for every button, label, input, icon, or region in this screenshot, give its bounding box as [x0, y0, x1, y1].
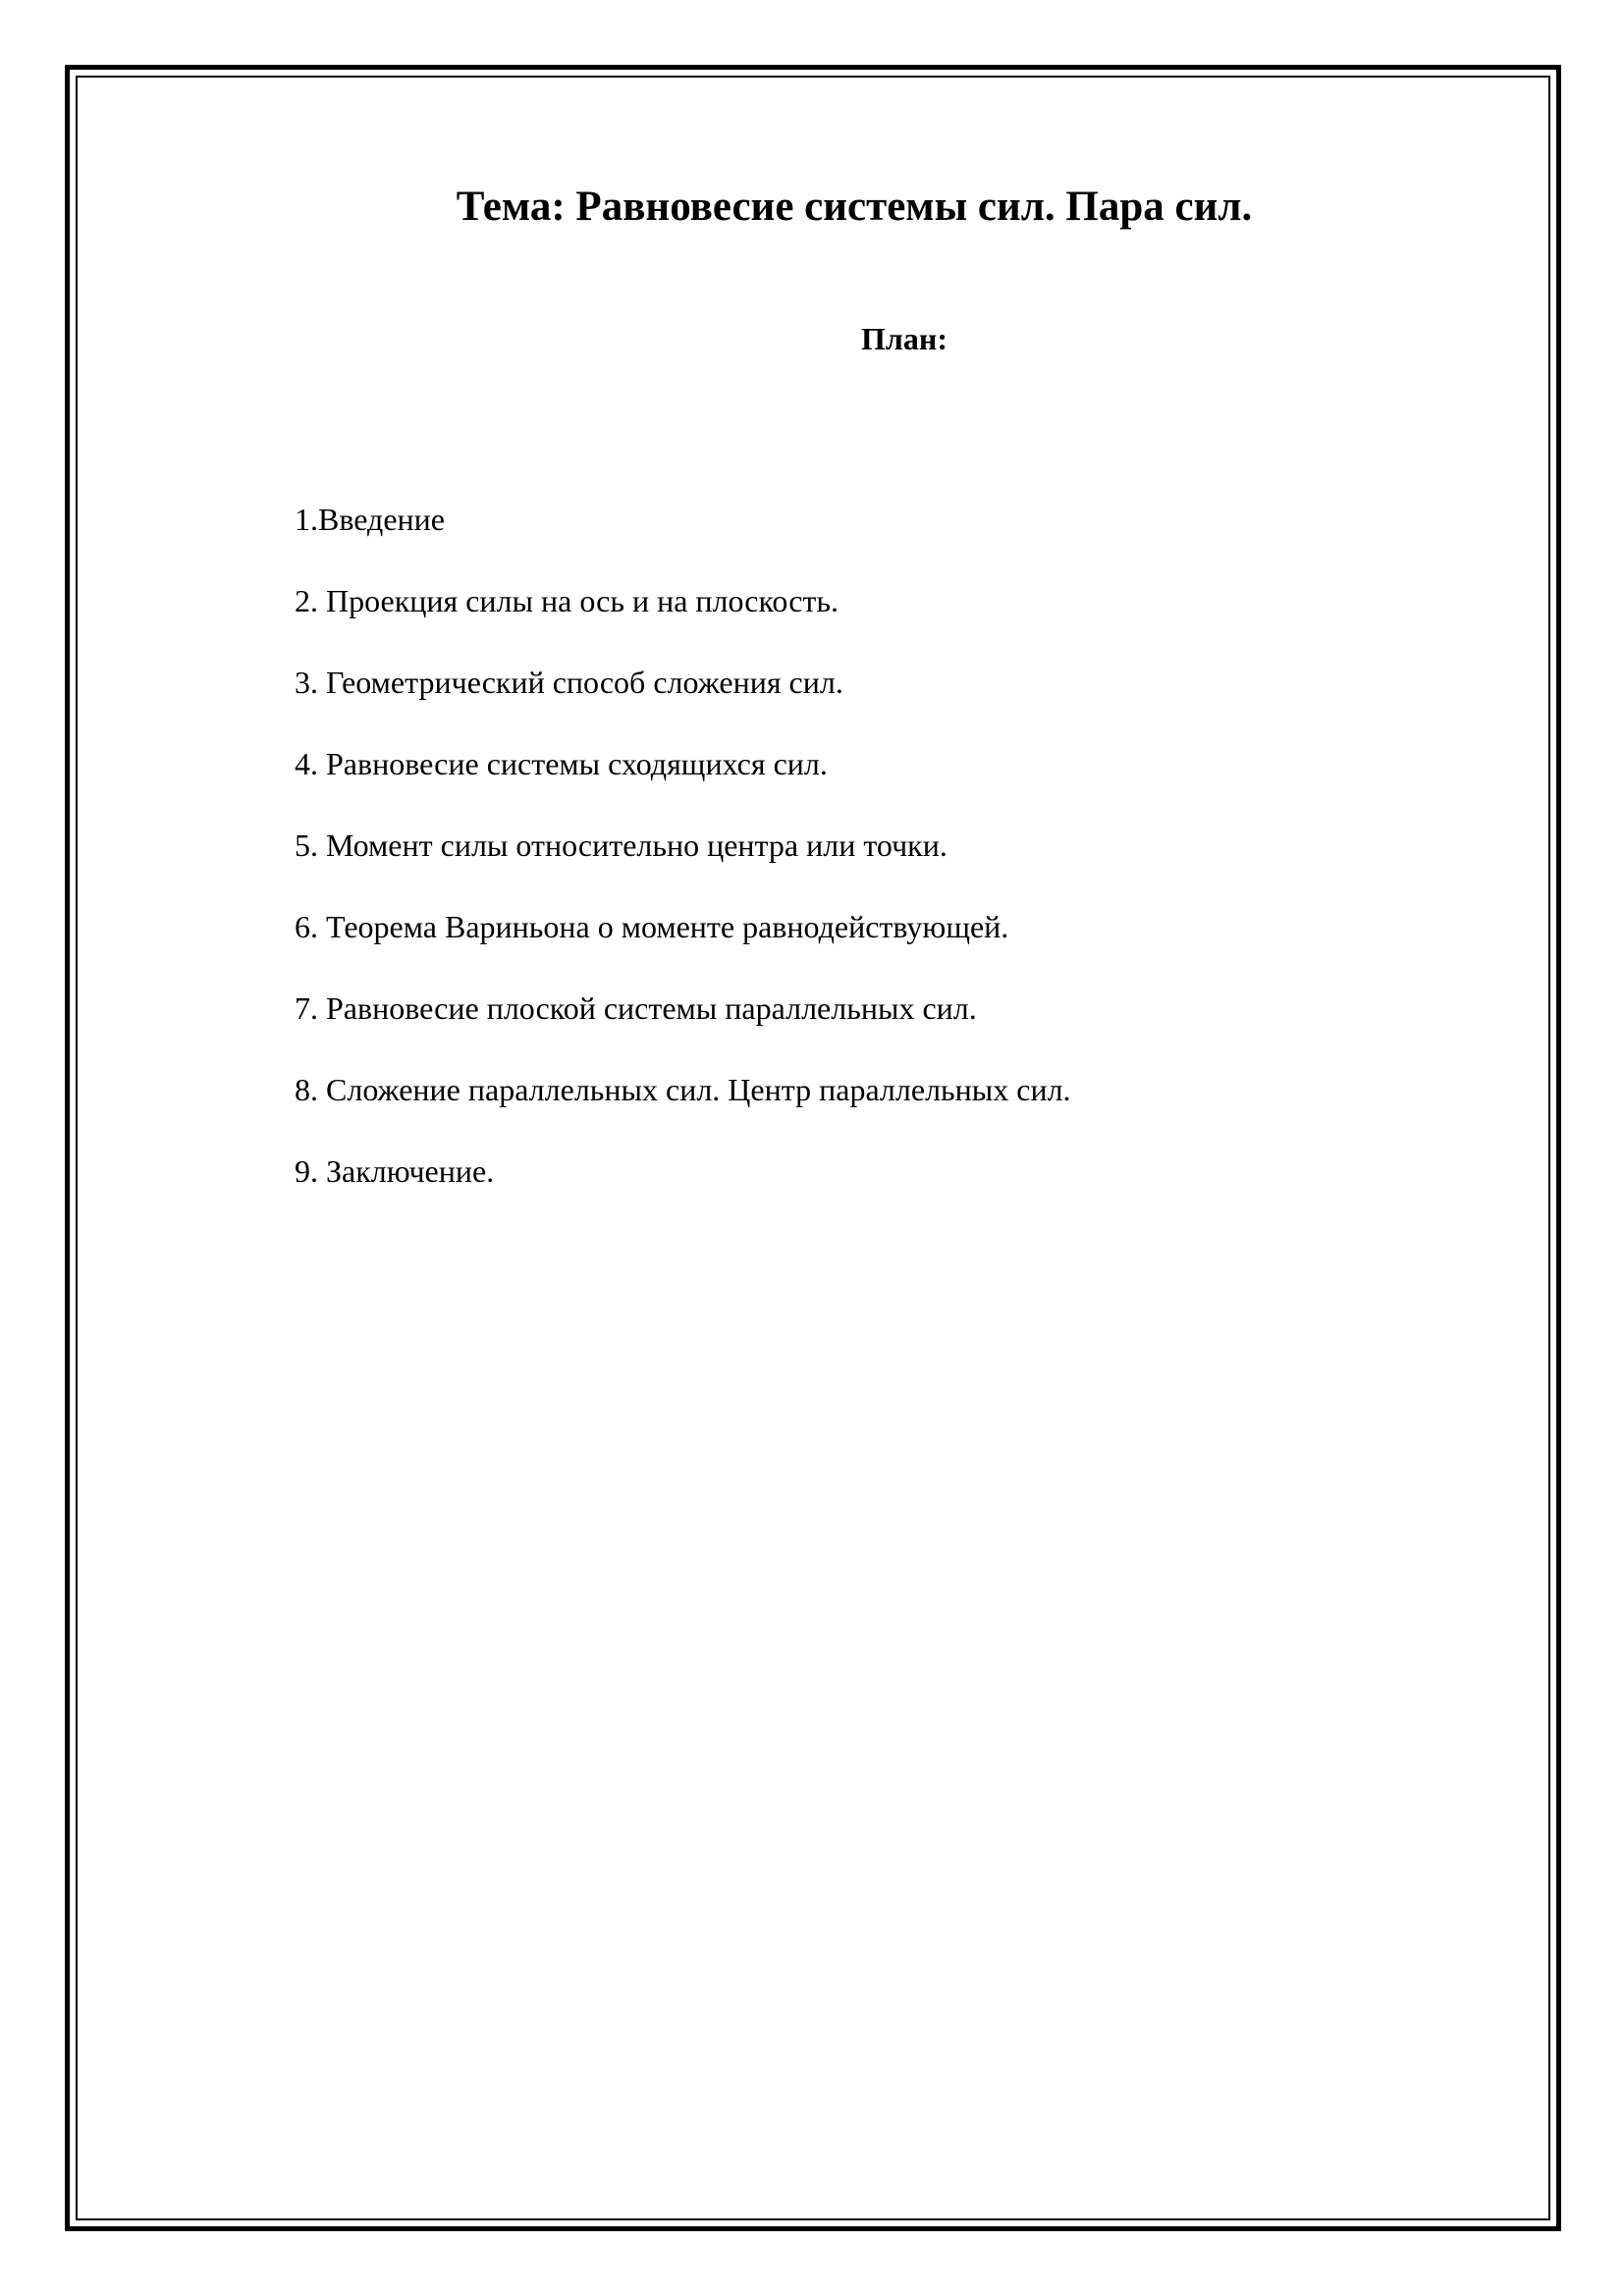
plan-item-introduction: 1.Введение — [295, 502, 445, 537]
plan-item-varignon-theorem: 6. Теорема Вариньона о моменте равнодействующей. — [295, 909, 1009, 944]
plan-item-conclusion: 9. Заключение. — [295, 1153, 495, 1189]
plan-item-concurrent-equilibrium: 4. Равновесие системы сходящихся сил. — [295, 746, 828, 781]
plan-heading: План: — [861, 321, 947, 356]
plan-item-parallel-equilibrium: 7. Равновесие плоской системы параллельных сил. — [295, 990, 977, 1026]
plan-item-parallel-addition: 8. Сложение параллельных сил. Центр параллельных сил. — [295, 1072, 1071, 1107]
page-title: Тема: Равновесие системы сил. Пара сил. — [456, 184, 1253, 230]
plan-item-geometric-addition: 3. Геометрический способ сложения сил. — [295, 665, 843, 700]
plan-item-force-projection: 2. Проекция силы на ось и на плоскость. — [295, 583, 839, 618]
plan-item-moment-of-force: 5. Момент силы относительно центра или точки. — [295, 828, 947, 863]
plan-list — [295, 499, 1522, 1232]
